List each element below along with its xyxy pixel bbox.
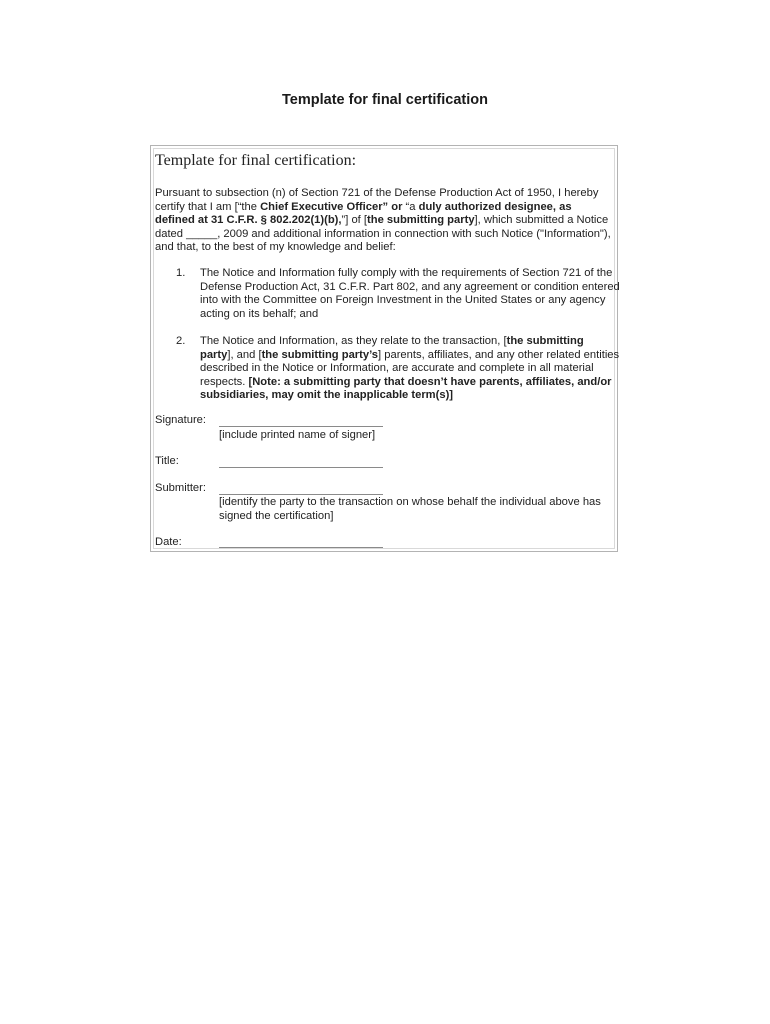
page-title: Template for final certification bbox=[282, 92, 488, 108]
intro-bold-party: the submitting party bbox=[367, 214, 475, 227]
list-item-text bbox=[200, 335, 620, 403]
item-text: The Notice and Information, as they relate to the transaction, [ bbox=[200, 335, 507, 347]
date-label: Date: bbox=[155, 536, 182, 548]
item-text: ] parents, affiliates, and any other related entities described in the Notice or Information, are accurate and complete in all material respects. bbox=[200, 348, 620, 388]
list-item-number: 2. bbox=[176, 335, 186, 347]
submitter-line[interactable] bbox=[219, 494, 383, 495]
item-bold-party-possessive: the submitting party’s bbox=[261, 348, 379, 361]
certification-box bbox=[150, 145, 618, 552]
date-line[interactable] bbox=[219, 547, 383, 548]
list-item-text: The Notice and Information fully comply with the requirements of Section 721 of the Defense Production Act, 31 C.F.R. Part 802, and any agreement or condition entered into with the Committee on Foreign Investment in the United States or any agency acting on its behalf; and bbox=[200, 267, 620, 320]
item-text: ], and [ bbox=[227, 348, 262, 361]
title-label: Title: bbox=[155, 455, 179, 467]
intro-text: ], which submitted a Notice dated _____, 2009 and additional information in connection with such Notice ("Information"), and that, to the best of my knowledge and belief: bbox=[155, 214, 611, 254]
intro-text: Pursuant to subsection (n) of Section 721 of the Defense Production Act of 1950, I hereby certify that I am [“the bbox=[155, 187, 599, 213]
submitter-note: [identify the party to the transaction on whose behalf the individual above has signed the certification] bbox=[219, 496, 601, 522]
intro-text: “a bbox=[402, 200, 419, 213]
signature-note: [include printed name of signer] bbox=[219, 429, 376, 441]
intro-text: ”] of [ bbox=[341, 214, 368, 227]
intro-bold-role: Chief Executive Officer” or bbox=[260, 200, 403, 213]
intro-bold-designee: duly authorized designee, as defined at 31 C.F.R. § 802.202(1)(b), bbox=[155, 200, 572, 227]
list-item-number: 1. bbox=[176, 267, 186, 279]
intro-paragraph bbox=[155, 187, 613, 255]
title-line[interactable] bbox=[219, 467, 383, 468]
item-bold-party: the submitting party bbox=[200, 335, 584, 361]
submitter-label: Submitter: bbox=[155, 482, 206, 494]
signature-label: Signature: bbox=[155, 414, 206, 426]
box-heading: Template for final certification: bbox=[155, 152, 357, 169]
signature-line[interactable] bbox=[219, 426, 383, 427]
item-bold-note: [Note: a submitting party that doesn’t have parents, affiliates, and/or subsidiaries, may omit the inapplicable term(s)] bbox=[200, 375, 612, 402]
